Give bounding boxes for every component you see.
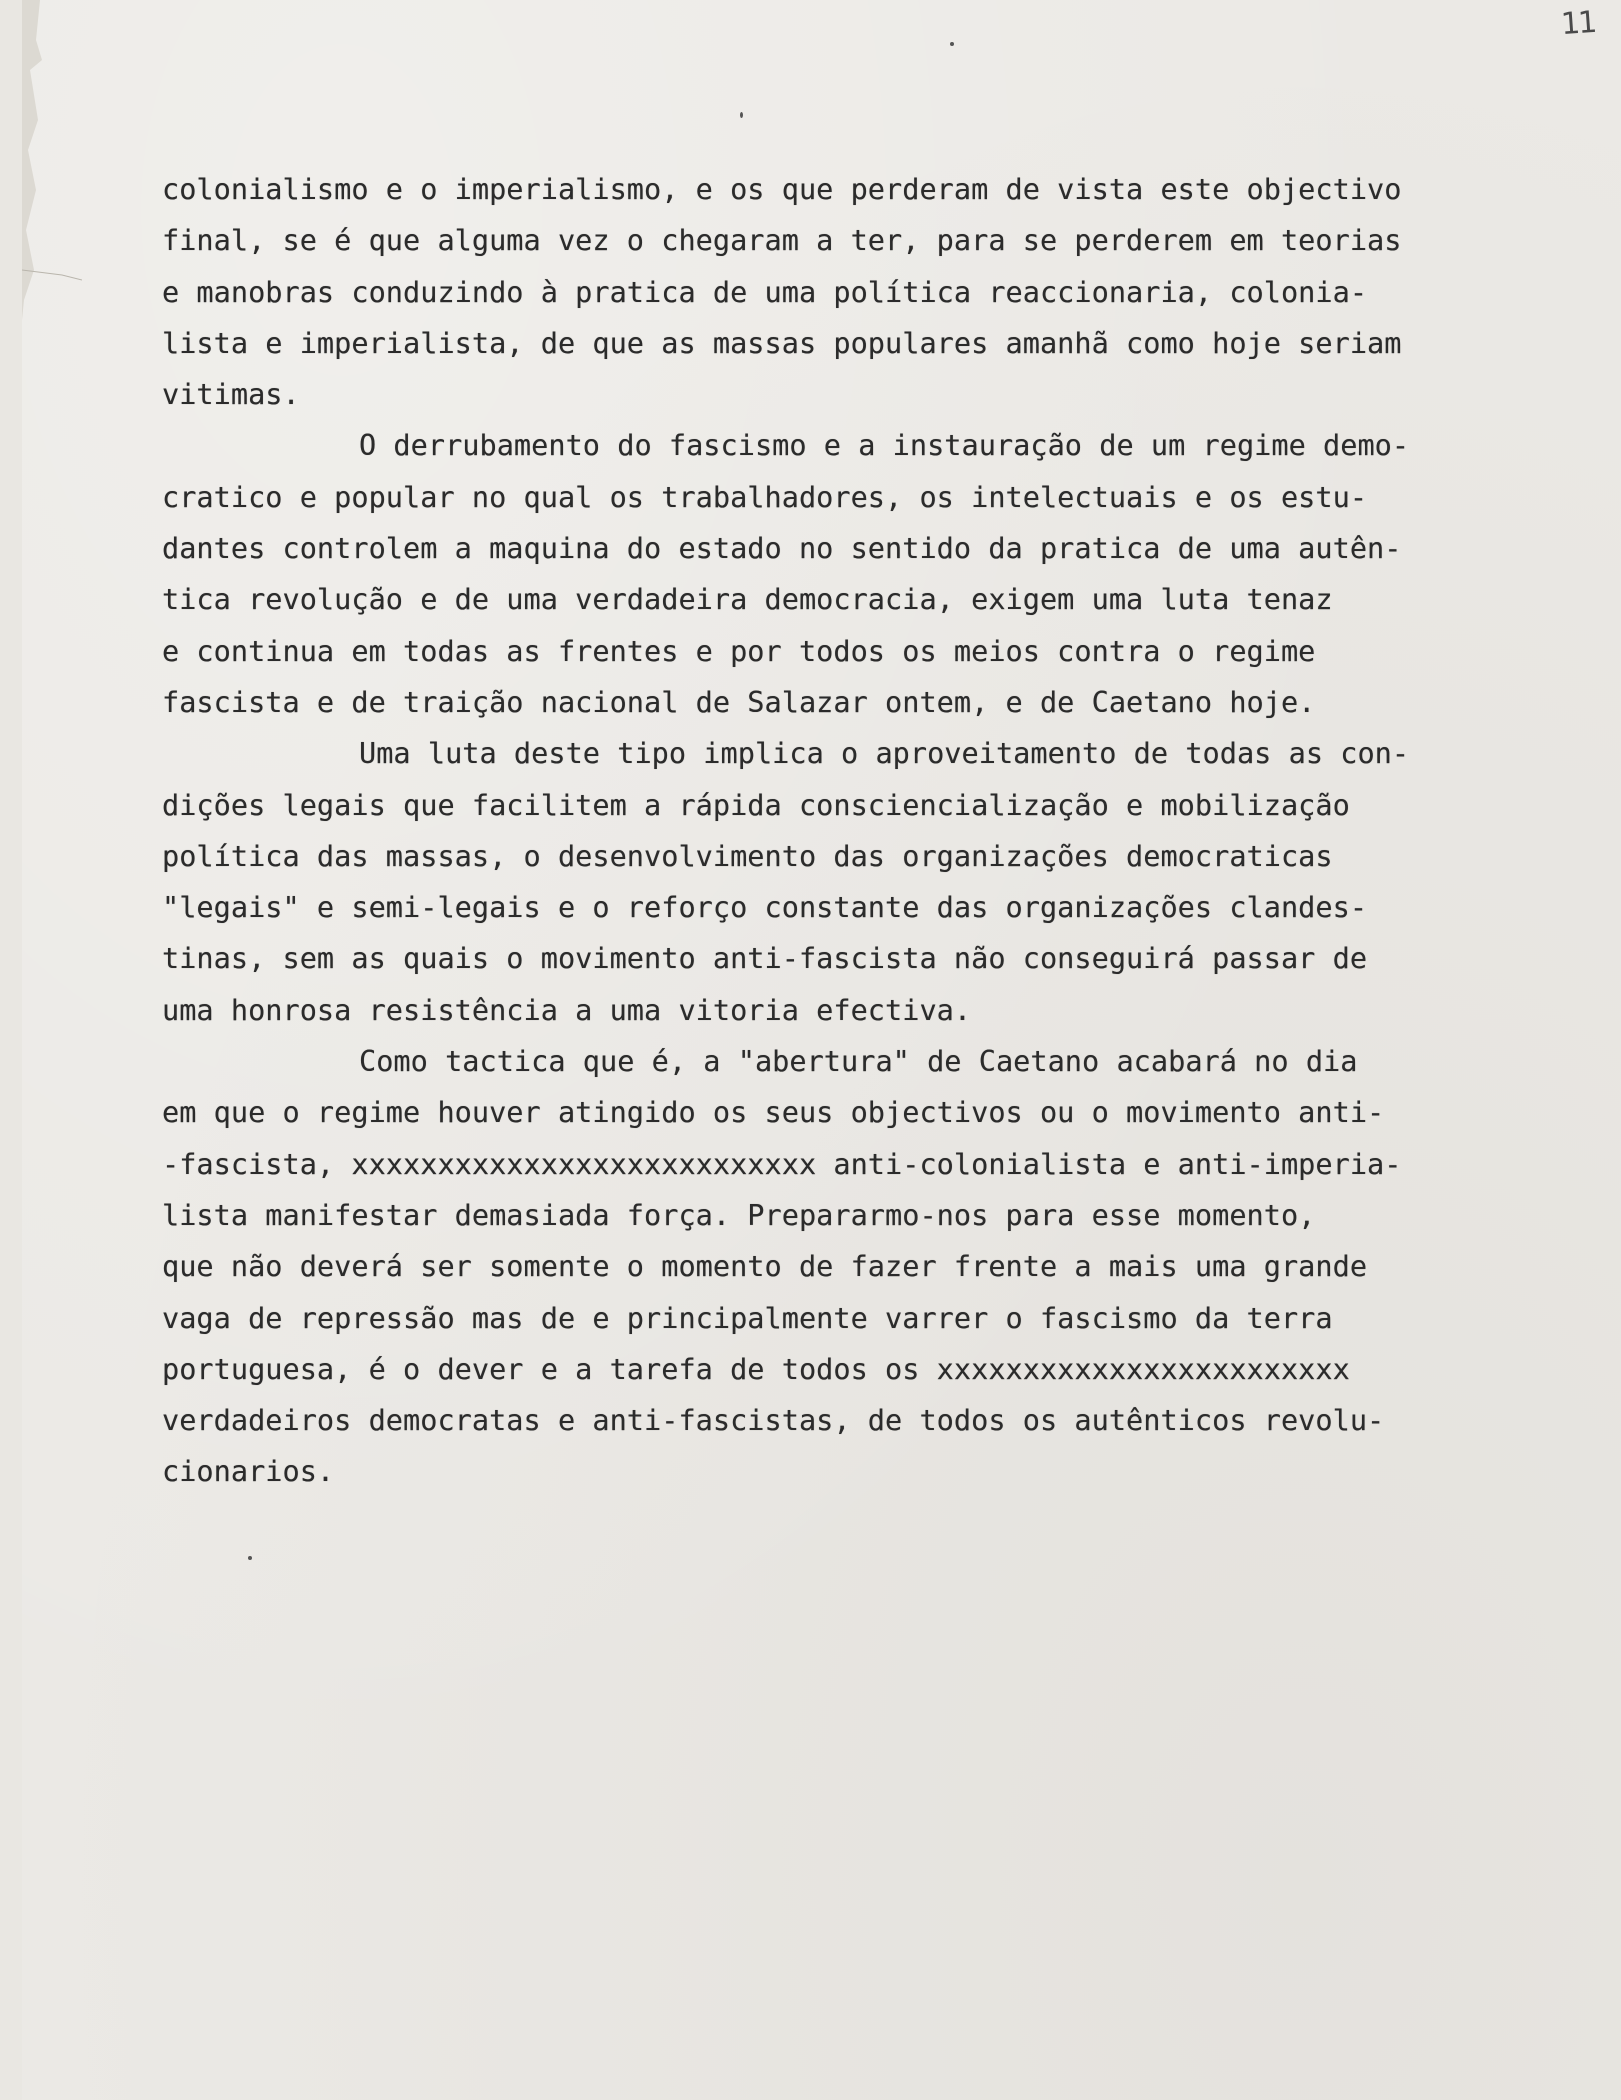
- text-line: cratico e popular no qual os trabalhadores, os intelectuais e os estu-: [162, 479, 1368, 514]
- text-line: cionarios.: [162, 1454, 335, 1489]
- text-line: final, se é que alguma vez o chegaram a ter, para se perderem em teorias: [162, 223, 1402, 258]
- text-line: tica revolução e de uma verdadeira democracia, exigem uma luta tenaz: [162, 582, 1333, 617]
- text-line: uma honrosa resistência a uma vitoria efectiva.: [162, 992, 972, 1027]
- text-line: e continua em todas as frentes e por todos os meios contra o regime: [162, 633, 1316, 668]
- page-number: 11: [1559, 4, 1597, 43]
- ink-speck: [740, 112, 743, 118]
- ink-speck: [248, 1556, 252, 1560]
- paragraph-start-line: Uma luta deste tipo implica o aproveitamento de todas as con-: [359, 736, 1410, 771]
- text-line: dições legais que facilitem a rápida consciencialização e mobilização: [162, 787, 1350, 822]
- typewritten-page: [22, 0, 1621, 2100]
- text-line: lista manifestar demasiada força. Prepararmo-nos para esse momento,: [162, 1197, 1316, 1232]
- text-line: lista e imperialista, de que as massas populares amanhã como hoje seriam: [162, 325, 1402, 360]
- text-line: em que o regime houver atingido os seus objectivos ou o movimento anti-: [162, 1095, 1385, 1130]
- text-line: dantes controlem a maquina do estado no sentido da pratica de uma autên-: [162, 531, 1402, 566]
- paragraph-start-line: O derrubamento do fascismo e a instauração de um regime demo-: [359, 428, 1410, 463]
- text-line: fascista e de traição nacional de Salazar ontem, e de Caetano hoje.: [162, 684, 1316, 719]
- text-line: que não deverá ser somente o momento de fazer frente a mais uma grande: [162, 1249, 1368, 1284]
- text-line: colonialismo e o imperialismo, e os que perderam de vista este objectivo: [162, 172, 1402, 206]
- text-line: vaga de repressão mas de e principalmente varrer o fascismo da terra: [162, 1300, 1333, 1335]
- text-line: e manobras conduzindo à pratica de uma política reaccionaria, colonia-: [162, 274, 1368, 309]
- text-line: portuguesa, é o dever e a tarefa de todos os xxxxxxxxxxxxxxxxxxxxxxxx: [162, 1351, 1350, 1386]
- text-line: tinas, sem as quais o movimento anti-fascista não conseguirá passar de: [162, 941, 1368, 976]
- text-line: verdadeiros democratas e anti-fascistas, de todos os autênticos revolu-: [162, 1403, 1385, 1438]
- body-text: [162, 164, 1592, 1498]
- ink-speck: [950, 42, 954, 46]
- torn-edge-decoration: [22, 0, 82, 320]
- text-line: -fascista, xxxxxxxxxxxxxxxxxxxxxxxxxxx anti-colonialista e anti-imperia-: [162, 1146, 1402, 1181]
- text-line: vitimas.: [162, 377, 300, 412]
- paragraph-start-line: Como tactica que é, a "abertura" de Caetano acabará no dia: [359, 1044, 1358, 1079]
- text-line: política das massas, o desenvolvimento das organizações democraticas: [162, 838, 1333, 873]
- text-line: "legais" e semi-legais e o reforço constante das organizações clandes-: [162, 890, 1368, 925]
